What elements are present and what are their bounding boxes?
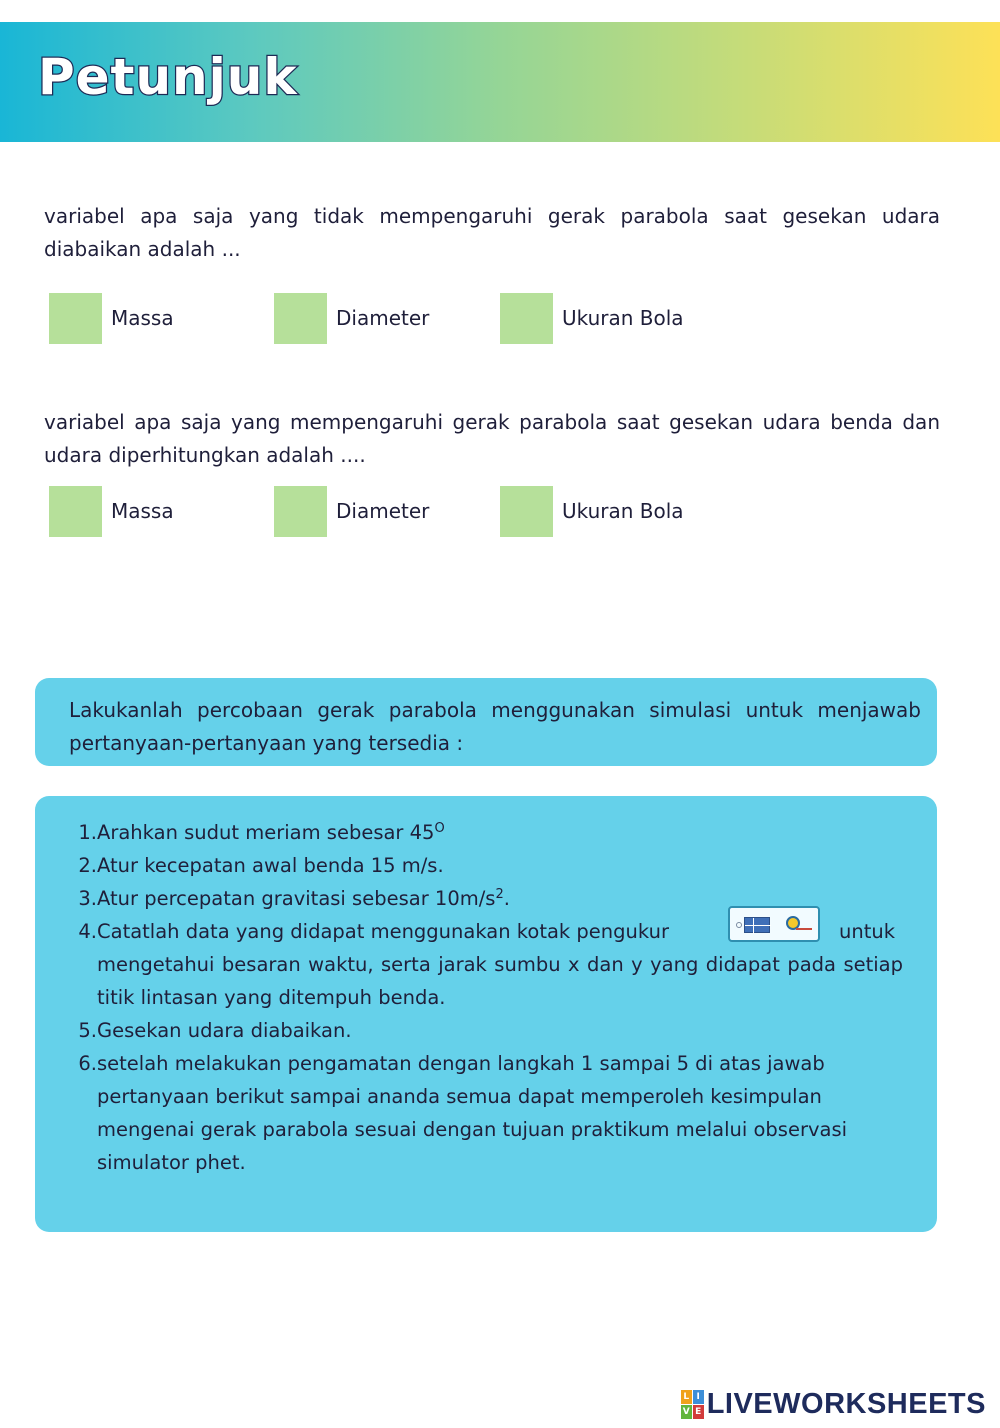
- measurement-toolbox-icon: [728, 906, 820, 942]
- q2-option-diameter[interactable]: [274, 485, 429, 537]
- degree-superscript: O: [434, 821, 445, 836]
- option-label: Ukuran Bola: [562, 306, 684, 330]
- question-1-text: variabel apa saja yang tidak mempengaruhi gerak parabola saat gesekan udara diabaikan adalah ...: [44, 204, 940, 261]
- step-number: 3.: [78, 887, 97, 910]
- brand-name: LIVEWORKSHEETS: [706, 1387, 986, 1420]
- option-label: Ukuran Bola: [562, 499, 684, 523]
- q1-option-ukuran-bola[interactable]: [500, 292, 684, 344]
- step-text-after-icon: untuk mengetahui besaran waktu, serta jarak sumbu x dan y yang didapat pada setiap titik lintasan yang ditempuh benda.: [97, 920, 903, 1009]
- step-text: Atur kecepatan awal benda 15 m/s.: [97, 854, 444, 877]
- logo-grid-icon: L I V E: [681, 1390, 703, 1418]
- step-number: 6.: [78, 1052, 97, 1075]
- answer-box[interactable]: [500, 486, 553, 537]
- tape-line-icon: [796, 928, 812, 930]
- data-table-icon: [744, 917, 770, 933]
- step-text: Atur percepatan gravitasi sebesar $10m/s^2$.: [97, 887, 510, 910]
- answer-box[interactable]: [274, 293, 327, 344]
- option-label: Diameter: [336, 306, 430, 330]
- step-text: Arahkan sudut meriam sebesar $45^O$: [97, 821, 445, 844]
- step-number: 2.: [78, 854, 97, 877]
- q1-option-diameter[interactable]: [274, 292, 429, 344]
- step-number: 5.: [78, 1019, 97, 1042]
- liveworksheets-logo: [681, 1386, 986, 1422]
- intro-text: Lakukanlah percobaan gerak parabola menggunakan simulasi untuk menjawab pertanyaan-pertanyaan yang tersedia :: [69, 698, 921, 755]
- step-number: 4.: [78, 920, 97, 943]
- q1-option-massa[interactable]: [49, 292, 174, 344]
- intro-panel: [35, 678, 937, 766]
- answer-box[interactable]: [274, 486, 327, 537]
- q2-option-massa[interactable]: [49, 485, 174, 537]
- answer-box[interactable]: [500, 293, 553, 344]
- steps-panel: [35, 796, 937, 1232]
- step-text: setelah melakukan pengamatan dengan langkah 1 sampai 5 di atas jawab pertanyaan berikut sampai ananda semua dapat memperoleh kesimpulan mengenai gerak parabola sesuai dengan tujuan praktikum melalui observasi simulator phet.: [97, 1052, 848, 1174]
- circle-icon: [736, 922, 742, 928]
- exponent-superscript: 2: [495, 887, 504, 902]
- option-label: Diameter: [336, 499, 430, 523]
- page-title: Petunjuk: [38, 48, 298, 106]
- step-number: 1.: [78, 821, 97, 844]
- q2-option-ukuran-bola[interactable]: [500, 485, 684, 537]
- answer-box[interactable]: [49, 293, 102, 344]
- step-text-before-icon: Catatlah data yang didapat menggunakan kotak pengukur: [97, 920, 669, 943]
- option-label: Massa: [111, 499, 174, 523]
- answer-box[interactable]: [49, 486, 102, 537]
- option-label: Massa: [111, 306, 174, 330]
- question-2-text: variabel apa saja yang mempengaruhi gerak parabola saat gesekan udara benda dan udara diperhitungkan adalah ....: [44, 410, 940, 467]
- step-text: Gesekan udara diabaikan.: [97, 1019, 352, 1042]
